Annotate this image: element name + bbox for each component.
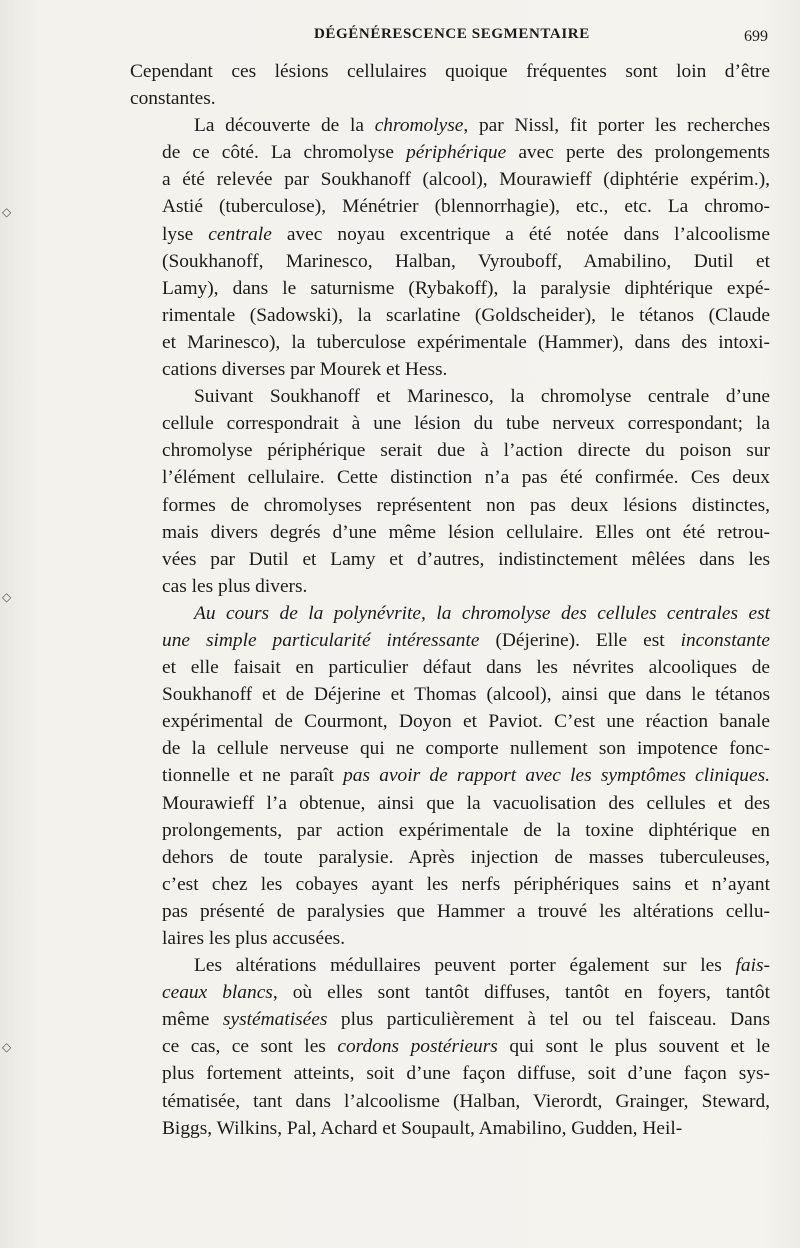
text-run: mais divers degrés d’une même lésion cellulaire. Elles ont été retrou- <box>162 521 770 543</box>
italic-run: ceaux blancs <box>162 982 273 1004</box>
text-run: ce cas, ce sont les <box>162 1036 338 1058</box>
text-run: , où elles sont tantôt diffuses, tantôt en foyers, tantôt <box>272 982 771 1004</box>
text-run: de ce côté. La chromolyse <box>162 142 407 164</box>
text-run: Astié (tuberculose), Ménétrier (blennorrhagie), etc., etc. La chromo- <box>162 196 770 218</box>
text-run: Les altérations médullaires peuvent porter également sur les <box>194 955 736 977</box>
text-line <box>130 1033 770 1060</box>
text-run: et elle faisait en particulier défaut dans les névrites alcooliques de <box>162 657 770 679</box>
text-line <box>130 193 770 220</box>
text-line <box>130 1088 770 1115</box>
text-run: prolongements, par action expérimentale de la toxine diphtérique en <box>162 819 770 841</box>
text-run: Suivant Soukhanoff et Marinesco, la chromolyse centrale d’une <box>194 386 770 408</box>
text-line <box>130 681 770 708</box>
text-line <box>130 329 770 356</box>
text-run: qui sont le plus souvent et le <box>497 1036 770 1058</box>
text-line <box>130 1115 770 1142</box>
text-line <box>130 952 770 979</box>
text-run: c’est chez les cobayes ayant les nerfs périphériques sains et n’ayant <box>162 873 770 895</box>
text-run: chromolyse périphérique serait due à l’action directe du poison sur <box>162 440 770 462</box>
text-run: tématisée, tant dans l’alcoolisme (Halban, Vierordt, Grainger, Steward, <box>162 1090 770 1112</box>
text-line <box>130 437 770 464</box>
italic-run: centrale <box>208 223 272 245</box>
text-run: expérimental de Courmont, Doyon et Paviot. C’est une réaction banale <box>162 711 770 733</box>
italic-run: fais- <box>735 955 770 977</box>
text-line <box>130 58 770 85</box>
text-line <box>130 735 770 762</box>
text-line <box>130 762 770 789</box>
text-line <box>130 383 770 410</box>
text-line <box>130 817 770 844</box>
text-line <box>130 573 770 600</box>
text-run: Mourawieff l’a obtenue, ainsi que la vacuolisation des cellules et des <box>162 792 770 814</box>
text-run: plus fortement atteints, soit d’une façon diffuse, soit d’une façon sys- <box>162 1063 770 1085</box>
text-run: laires les plus accusées. <box>162 928 346 949</box>
body-text <box>130 58 770 1142</box>
text-run: avec perte des prolongements <box>506 142 770 164</box>
text-line <box>130 248 770 275</box>
running-header <box>130 26 770 52</box>
text-line <box>130 410 770 437</box>
text-line <box>130 790 770 817</box>
text-line <box>130 356 770 383</box>
text-run: même <box>162 1009 223 1031</box>
text-run: cas les plus divers. <box>162 575 308 597</box>
text-run: Cependant ces lésions cellulaires quoique fréquentes sont loin d’être <box>130 61 770 82</box>
text-line <box>130 112 770 139</box>
text-run: dehors de toute paralysie. Après injection de masses tuberculeuses, <box>162 846 770 868</box>
margin-mark: ◇ <box>2 1040 12 1054</box>
text-run: La découverte de la <box>194 115 375 137</box>
text-run: cellule correspondrait à une lésion du tube nerveux correspondant; la <box>162 413 770 435</box>
text-line <box>130 464 770 491</box>
text-run: formes de chromolyses représentent non pas deux lésions distinctes, <box>162 494 770 516</box>
paragraph <box>130 952 770 1142</box>
text-line <box>130 139 770 166</box>
text-run: Soukhanoff et de Déjerine et Thomas (alcool), ainsi que dans le tétanos <box>162 684 770 706</box>
paragraph <box>130 112 770 383</box>
italic-run: systématisées <box>222 1009 328 1031</box>
text-run: , par Nissl, fit porter les recherches <box>463 115 770 137</box>
paragraph <box>130 58 770 112</box>
text-run: tionnelle et ne paraît <box>162 765 344 787</box>
text-line <box>130 1006 770 1033</box>
text-run: rimentale (Sadowski), la scarlatine (Goldscheider), le tétanos (Claude <box>162 304 770 326</box>
italic-run: cordons postérieurs <box>337 1036 498 1058</box>
margin-mark: ◇ <box>2 205 12 219</box>
text-run: (Soukhanoff, Marinesco, Halban, Vyrouboff, Amabilino, Dutil et <box>162 250 770 272</box>
text-run: a été relevée par Soukhanoff (alcool), Mourawieff (diphtérie expérim.), <box>162 169 770 191</box>
text-line <box>130 166 770 193</box>
text-line <box>130 519 770 546</box>
italic-run: chromolyse <box>374 115 464 137</box>
text-run: cations diverses par Mourek et Hess. <box>162 359 448 381</box>
italic-run: une simple particularité intéressante <box>162 629 480 651</box>
text-run: vées par Dutil et Lamy et d’autres, indistinctement mêlées dans les <box>162 548 770 570</box>
text-run: Lamy), dans le saturnisme (Rybakoff), la paralysie diphtérique expé- <box>162 277 770 299</box>
paragraph <box>130 383 770 600</box>
text-line <box>130 600 770 627</box>
text-line <box>130 85 770 112</box>
text-line <box>130 275 770 302</box>
text-run: avec noyau excentrique a été notée dans l’alcoolisme <box>271 223 770 245</box>
text-line <box>130 546 770 573</box>
text-line <box>130 898 770 925</box>
paragraph <box>130 600 770 952</box>
text-line <box>130 492 770 519</box>
italic-run: inconstante <box>680 629 770 651</box>
text-run: lyse <box>162 223 209 245</box>
text-run: l’élément cellulaire. Cette distinction n’a pas été confirmée. Ces deux <box>162 467 770 489</box>
text-line <box>130 844 770 871</box>
text-line <box>130 1060 770 1087</box>
italic-run: Au cours de la polynévrite, la chromolyse des cellules centrales est <box>194 602 770 624</box>
text-run: constantes. <box>130 88 216 110</box>
text-line <box>130 221 770 248</box>
text-line <box>130 871 770 898</box>
text-run: de la cellule nerveuse qui ne comporte nullement son impotence fonc- <box>162 738 770 760</box>
text-run: (Déjerine). Elle est <box>479 629 681 651</box>
text-line <box>130 302 770 329</box>
italic-run: périphérique <box>406 142 507 164</box>
italic-run: pas avoir de rapport avec les symptômes cliniques. <box>343 765 770 787</box>
page-number: 699 <box>744 28 768 45</box>
text-line <box>130 654 770 681</box>
text-line <box>130 925 770 952</box>
text-run: et Marinesco), la tuberculose expérimentale (Hammer), dans des intoxi- <box>162 331 770 353</box>
margin-mark: ◇ <box>2 590 12 604</box>
text-line <box>130 708 770 735</box>
text-run: pas présenté de paralysies que Hammer a trouvé les altérations cellu- <box>162 900 770 922</box>
running-title: DÉGÉNÉRESCENCE SEGMENTAIRE <box>314 26 590 42</box>
text-run: Biggs, Wilkins, Pal, Achard et Soupault, Amabilino, Gudden, Heil- <box>162 1117 683 1139</box>
text-run: plus particulièrement à tel ou tel faisceau. Dans <box>327 1009 770 1031</box>
text-line <box>130 979 770 1006</box>
text-line <box>130 627 770 654</box>
